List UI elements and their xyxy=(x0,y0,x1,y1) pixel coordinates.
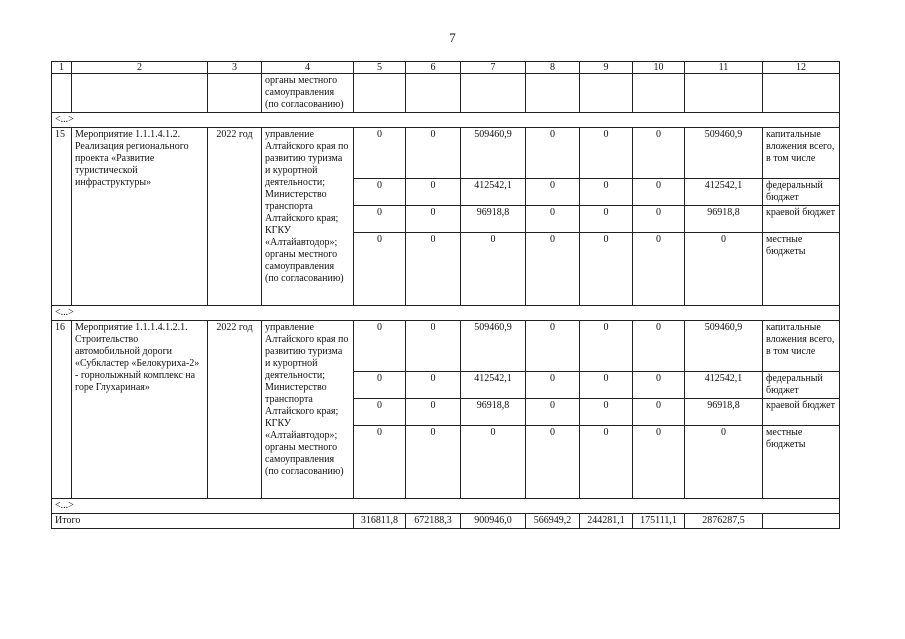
value-cell: 509460,9 xyxy=(461,128,526,179)
value-cell: 0 xyxy=(526,321,580,372)
value-cell: 0 xyxy=(406,128,461,179)
total-value: 566949,2 xyxy=(526,514,580,529)
value-cell: 509460,9 xyxy=(685,321,763,372)
empty-cell xyxy=(461,74,526,113)
value-cell: 0 xyxy=(354,206,406,233)
empty-cell xyxy=(580,74,633,113)
column-header: 9 xyxy=(580,62,633,74)
executor-cell: органы местного самоуправления (по согласованию) xyxy=(262,74,354,113)
value-cell: 0 xyxy=(633,321,685,372)
separator-row xyxy=(52,113,840,128)
executor-cell: управление Алтайского края по развитию туризма и курортной деятельности; Министерство транспорта Алтайского края; КГКУ «Алтайавтодор»; органы местного самоуправления (по согласованию) xyxy=(262,321,354,499)
value-cell: 0 xyxy=(633,206,685,233)
column-header: 10 xyxy=(633,62,685,74)
value-cell: 0 xyxy=(526,399,580,426)
table-row xyxy=(52,321,840,372)
column-header: 5 xyxy=(354,62,406,74)
value-cell: 0 xyxy=(580,128,633,179)
value-cell: 0 xyxy=(406,426,461,499)
value-cell: 0 xyxy=(526,206,580,233)
total-row xyxy=(52,514,840,529)
value-cell: 0 xyxy=(406,206,461,233)
value-cell: 0 xyxy=(633,128,685,179)
continuation-row xyxy=(52,74,840,113)
value-cell: 0 xyxy=(580,372,633,399)
total-value: 672188,3 xyxy=(406,514,461,529)
value-cell: 509460,9 xyxy=(461,321,526,372)
funding-source: федеральный бюджет xyxy=(763,372,840,399)
value-cell: 0 xyxy=(526,233,580,306)
value-cell: 0 xyxy=(461,233,526,306)
column-header: 2 xyxy=(72,62,208,74)
total-value: 2876287,5 xyxy=(685,514,763,529)
column-header: 4 xyxy=(262,62,354,74)
value-cell: 96918,8 xyxy=(461,399,526,426)
value-cell: 0 xyxy=(580,233,633,306)
funding-source: краевой бюджет xyxy=(763,206,840,233)
funding-source: местные бюджеты xyxy=(763,233,840,306)
value-cell: 0 xyxy=(406,372,461,399)
funding-source: краевой бюджет xyxy=(763,399,840,426)
year-cell: 2022 год xyxy=(208,321,262,499)
total-value: 316811,8 xyxy=(354,514,406,529)
year-cell: 2022 год xyxy=(208,128,262,306)
value-cell: 0 xyxy=(354,372,406,399)
value-cell: 0 xyxy=(633,372,685,399)
value-cell: 0 xyxy=(526,372,580,399)
value-cell: 0 xyxy=(354,128,406,179)
column-header: 11 xyxy=(685,62,763,74)
value-cell: 0 xyxy=(406,179,461,206)
empty-cell xyxy=(52,74,72,113)
empty-cell xyxy=(72,74,208,113)
value-cell: 0 xyxy=(526,426,580,499)
header-row xyxy=(52,62,840,74)
value-cell: 0 xyxy=(580,399,633,426)
row-number: 15 xyxy=(52,128,72,306)
value-cell: 412542,1 xyxy=(461,372,526,399)
column-header: 12 xyxy=(763,62,840,74)
funding-source: местные бюджеты xyxy=(763,426,840,499)
funding-source: капитальные вложения всего, в том числе xyxy=(763,321,840,372)
program-table xyxy=(51,61,840,529)
value-cell: 0 xyxy=(406,233,461,306)
total-value: 244281,1 xyxy=(580,514,633,529)
value-cell: 96918,8 xyxy=(685,206,763,233)
value-cell: 0 xyxy=(633,399,685,426)
separator-row xyxy=(52,499,840,514)
value-cell: 0 xyxy=(406,321,461,372)
value-cell: 0 xyxy=(354,399,406,426)
empty-cell xyxy=(526,74,580,113)
column-header: 8 xyxy=(526,62,580,74)
value-cell: 0 xyxy=(526,179,580,206)
value-cell: 0 xyxy=(580,179,633,206)
column-header: 3 xyxy=(208,62,262,74)
separator-cell: <...> xyxy=(52,113,840,128)
value-cell: 0 xyxy=(580,321,633,372)
value-cell: 412542,1 xyxy=(461,179,526,206)
separator-cell: <...> xyxy=(52,306,840,321)
measure-name: Мероприятие 1.1.1.4.1.2.1. Строительство автомобильной дороги «Субкластер «Белокуриха-2» - горнолыжный комплекс на горе Глухариная» xyxy=(72,321,208,499)
value-cell: 412542,1 xyxy=(685,179,763,206)
value-cell: 0 xyxy=(354,233,406,306)
row-number: 16 xyxy=(52,321,72,499)
funding-source: федеральный бюджет xyxy=(763,179,840,206)
empty-cell xyxy=(763,74,840,113)
total-value: 175111,1 xyxy=(633,514,685,529)
column-header: 7 xyxy=(461,62,526,74)
separator-row xyxy=(52,306,840,321)
total-value: 900946,0 xyxy=(461,514,526,529)
value-cell: 0 xyxy=(580,426,633,499)
value-cell: 0 xyxy=(633,426,685,499)
funding-source: капитальные вложения всего, в том числе xyxy=(763,128,840,179)
page-number: 7 xyxy=(449,30,456,45)
empty-cell xyxy=(633,74,685,113)
table-row xyxy=(52,128,840,179)
separator-cell: <...> xyxy=(52,499,840,514)
empty-cell xyxy=(354,74,406,113)
value-cell: 0 xyxy=(633,179,685,206)
value-cell: 0 xyxy=(526,128,580,179)
value-cell: 0 xyxy=(580,206,633,233)
empty-cell xyxy=(208,74,262,113)
value-cell: 0 xyxy=(406,399,461,426)
value-cell: 412542,1 xyxy=(685,372,763,399)
value-cell: 0 xyxy=(685,426,763,499)
column-header: 1 xyxy=(52,62,72,74)
measure-name: Мероприятие 1.1.1.4.1.2. Реализация регионального проекта «Развитие туристической инфраструктуры» xyxy=(72,128,208,306)
value-cell: 0 xyxy=(685,233,763,306)
value-cell: 96918,8 xyxy=(685,399,763,426)
empty-cell xyxy=(763,514,840,529)
value-cell: 0 xyxy=(633,233,685,306)
column-header: 6 xyxy=(406,62,461,74)
value-cell: 0 xyxy=(354,426,406,499)
total-label: Итого xyxy=(52,514,354,529)
empty-cell xyxy=(685,74,763,113)
value-cell: 96918,8 xyxy=(461,206,526,233)
empty-cell xyxy=(406,74,461,113)
executor-cell: управление Алтайского края по развитию туризма и курортной деятельности; Министерство транспорта Алтайского края; КГКУ «Алтайавтодор»; органы местного самоуправления (по согласованию) xyxy=(262,128,354,306)
value-cell: 509460,9 xyxy=(685,128,763,179)
value-cell: 0 xyxy=(354,179,406,206)
value-cell: 0 xyxy=(354,321,406,372)
value-cell: 0 xyxy=(461,426,526,499)
